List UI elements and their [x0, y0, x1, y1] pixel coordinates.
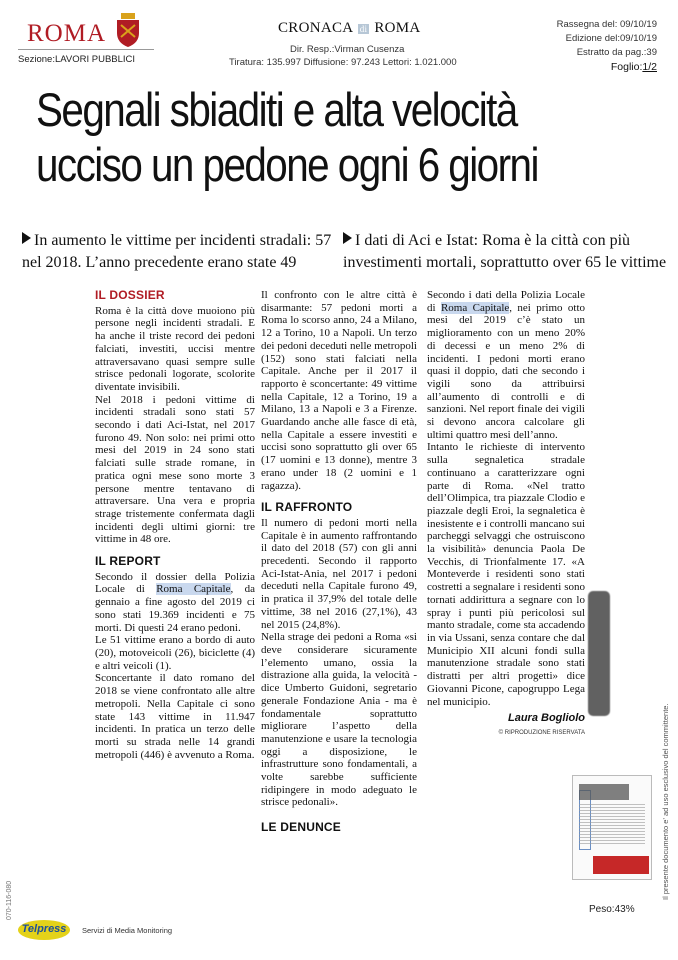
paragraph [427, 289, 585, 441]
article-column-2 [261, 289, 417, 837]
headline-line-2: ucciso un pedone ogni 6 giorni [36, 138, 538, 191]
page-thumbnail [572, 775, 652, 880]
thumbnail-ad-image [593, 856, 649, 874]
section-heading-denunce: LE DENUNCE [261, 820, 342, 835]
side-disclaimer: Il presente documento e' ad uso esclusivo del committente. [661, 703, 670, 900]
foglio [557, 60, 657, 74]
copyright-notice: © RIPRODUZIONE RISERVATA [498, 729, 585, 736]
foglio-label: Foglio: [610, 61, 643, 73]
article-column-3 [427, 289, 585, 740]
circulation-line: Tiratura: 135.997 Diffusione: 97.243 Lettori: 1.021.000 [229, 57, 457, 68]
headline-line-1: Segnali sbiaditi e alta velocità [36, 83, 517, 136]
paragraph: Sconcertante il dato romano del 2018 se viene confrontato alle altre metropoli. Nella Capitale ci sono state 143 vittime in 11.947 incidenti. In pratica un terzo delle morti su strada nelle 14 grandi metropoli (446) è avvenuto a Roma. [95, 672, 255, 761]
paragraph: Nel 2018 i pedoni vittime di incidenti stradali sono stati 57 secondo i dati Aci-Istat, nel 2017 furono 49. Non solo: nei primi otto mesi del 2019 in 24 sono stati falciati sulle strade romane, in pratica ogni mese sono morte 3 persone mentre tentavano di attraversare. Una vera e propria strage tristemente confermata dagli incidenti degli ultimi giorni: tre vittime in 48 ore. [95, 393, 255, 546]
paragraph: Le 51 vittime erano a bordo di auto (20), motoveicoli (26), biciclette (4) e altri veicoli (1). [95, 634, 255, 672]
section-heading-report: IL REPORT [95, 554, 161, 569]
newspaper-name-mid: di [359, 23, 368, 34]
article-column-1 [95, 289, 255, 761]
section-heading-raffronto: IL RAFFRONTO [261, 500, 353, 515]
paragraph-text: , da gennaio a fine agosto del 2019 ci sono stati 19.369 incidenti e 75 morti. Di questi 24 erano pedoni. [95, 583, 255, 634]
subheadline-right [343, 230, 673, 274]
article-headline [36, 82, 561, 192]
newspaper-name-right: ROMA [374, 20, 421, 36]
document-code: 070-116-080 [6, 880, 13, 920]
deck-right-text: I dati di Aci e Istat: Roma è la città con più investimenti mortali, soprattutto over 65 le vittime [343, 232, 667, 271]
paragraph-text: Secondo il dossier della Polizia Locale di [95, 570, 255, 596]
newspaper-name [278, 20, 421, 37]
paragraph-text: Secondo i dati della Polizia Locale di [427, 289, 585, 314]
edizione-date: Edizione del:09/10/19 [565, 33, 657, 44]
paragraph: Roma è la città dove muoiono più persone negli incidenti stradali. E ha anche il triste record dei pedoni falciati, investiti, uccisi mentre attraversavano quasi sempre sulle strisce pedonali logorate, scolorite diventate invisibili. [95, 304, 255, 393]
highlighted-term: Roma Capitale [440, 301, 510, 314]
triangle-bullet-icon [22, 232, 31, 244]
estratto-page: Estratto da pag.:39 [576, 47, 657, 58]
roma-logo: ROMA [27, 20, 107, 47]
thumbnail-text [579, 804, 645, 844]
highlighted-term: Roma Capitale [156, 583, 231, 596]
redaction-mark [588, 591, 610, 716]
paragraph-text: , nei primo otto mesi del 2019 c’è stato un miglioramento con un meno 20% di decessi e un meno 2% di incidenti. I pedoni morti erano quasi il doppio, dati che secondo i vigili sono da attribuirsi all’aumento di controlli e di sanzioni. Nel report finale dei vigili si devono ancora calcolare gli ultimi quattro mesi dell’anno. [427, 301, 585, 441]
deck-left-text: In aumento le vittime per incidenti stradali: 57 nel 2018. L’anno precedente erano state 49 [22, 232, 332, 271]
footer-service-label: Servizi di Media Monitoring [82, 926, 173, 935]
paragraph [95, 571, 255, 635]
paragraph: Il confronto con le altre città è disarmante: 57 pedoni morti a Roma lo scorso anno, 24 a Milano, 12 a Torino, 10 a Napoli. Un terzo dei pedoni deceduti nelle metropoli (152) sono stati falciati nella Capitale. Anche per il 2017 il rapporto è sconcertante: 49 vittime nella Capitale, 12 a Torino, 19 a Milano, 13 a Napoli e 3 a Firenze. Guardando anche alle fasce di età, nella Capitale a essere investiti e uccisi sono soprattutto gli over 65 (17 uomini e 13 donne), mentre 3 erano under 18 (2 uomini e 1 ragazza). [261, 289, 417, 492]
press-review-meta [557, 18, 657, 74]
telpress-logo-text: Telpress [21, 923, 67, 935]
paragraph: Il numero di pedoni morti nella Capitale è in aumento raffrontando il dato del 2018 (57) con gli anni precedenti. Secondo il rapporto Aci-Istat-Ania, nel 2017 i pedoni deceduti nella Capitale furono 49, in pratica il 37,9% del totale delle vittime, 38 nel 2016 (27,1%), 43 nel 2015 (24,8%). [261, 516, 417, 631]
triangle-bullet-icon [343, 232, 352, 244]
section-label: Sezione:LAVORI PUBBLICI [18, 54, 136, 65]
section-heading-dossier: IL DOSSIER [95, 288, 165, 302]
masthead-header [0, 0, 678, 73]
author-byline: Laura Bogliolo [508, 712, 585, 725]
telpress-logo [18, 920, 70, 940]
thumbnail-headline [579, 784, 629, 800]
newspaper-name-left: CRONACA [278, 20, 353, 36]
roma-shield-icon [115, 13, 141, 47]
paragraph: Intanto le richieste di intervento sulla segnaletica stradale continuano a caratterizzare ogni parte di Roma. «Nel tratto dell’Olimpica, tra piazzale Clodio e piazzale degli Eroi, la segnaletica è inesistente e i controlli mancano sui parcheggi selvaggi che ostruiscono la visibilità» denuncia Paola De Vecchis, di Trionfalmente 17. «A Monteverde i residenti sono stati costretti a segnalare i residenti sono tornati addirittura a segnare con lo spray i punti più pericolosi sul manto stradale, come sta accadendo in via Ussani, senza contare che dal Municipio XII alcuni fondi sulla manutenzione stradale sono stati distratti per altri progetti» dice Giovanni Picone, capogruppo Lega nel municipio. [427, 441, 585, 708]
foglio-value: 1/2 [642, 61, 657, 73]
paragraph: Nella strage dei pedoni a Roma «si deve considerare sicuramente l’elemento umano, ossia la distrazione alla guida, la velocità - dice Umberto Guidoni, segretario generale Fondazione Ania - ma è fondamentale soprattutto migliorare l’aspetto della manutenzione e usare la tecnologia oggi a disposizione, le infrastrutture sono fondamentali, a volte sarebbe sufficiente ridipingere in modo adeguato le strisce pedonali». [261, 631, 417, 809]
weight-label: Peso:43% [589, 904, 635, 915]
rassegna-date: Rassegna del: 09/10/19 [556, 19, 657, 30]
header-divider [18, 49, 154, 50]
director-line: Dir. Resp.:Virman Cusenza [290, 44, 405, 55]
subheadline-left [22, 230, 340, 274]
